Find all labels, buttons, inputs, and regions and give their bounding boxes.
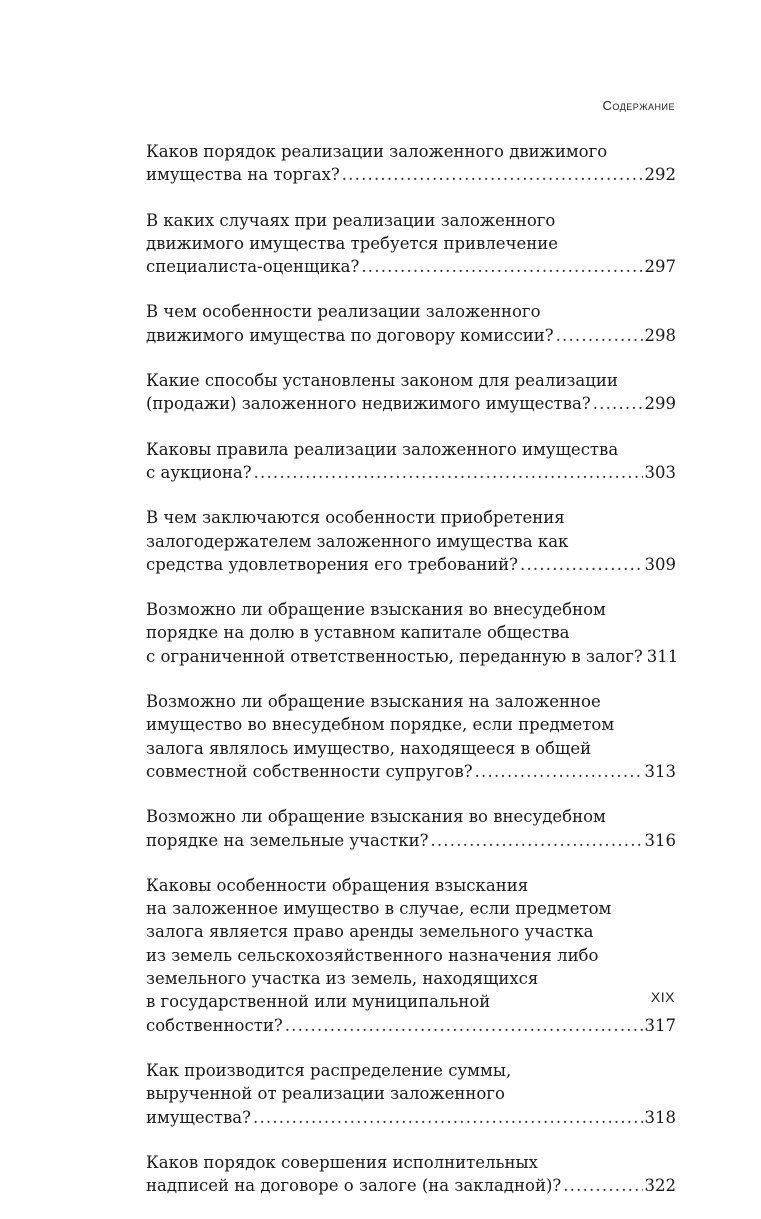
toc-entry-line: порядке на земельные участки? bbox=[146, 830, 429, 850]
toc-entry-last-line bbox=[146, 1174, 676, 1197]
toc-entry-line: порядке на долю в уставном капитале общества bbox=[146, 623, 570, 643]
toc-entry bbox=[146, 874, 676, 1037]
toc-entry-line: собственности? bbox=[146, 1015, 283, 1035]
toc-entry-page: 299 bbox=[644, 394, 676, 414]
toc-entry-line: земельного участка из земель, находящихся bbox=[146, 969, 539, 989]
toc-entry-page: 316 bbox=[644, 830, 676, 850]
toc-entry bbox=[146, 140, 676, 187]
dot-leader bbox=[593, 392, 643, 415]
table-of-contents bbox=[146, 140, 679, 1219]
dot-leader bbox=[475, 760, 643, 783]
toc-entry bbox=[146, 506, 676, 576]
toc-entry-page: 317 bbox=[644, 1015, 676, 1035]
toc-entry-line: с аукциона? bbox=[146, 462, 252, 482]
toc-entry bbox=[146, 369, 676, 416]
toc-entry-line: залога являлось имущество, находящееся в общей bbox=[146, 738, 592, 758]
toc-entry-line: В чем особенности реализации заложенного bbox=[146, 302, 541, 322]
dot-leader bbox=[285, 1014, 643, 1037]
toc-entry-line: средства удовлетворения его требований? bbox=[146, 554, 519, 574]
toc-entry-line: движимого имущества по договору комиссии? bbox=[146, 325, 554, 345]
dot-leader bbox=[361, 255, 642, 278]
dot-leader bbox=[556, 324, 643, 347]
toc-entry-line: движимого имущества требуется привлечение bbox=[146, 233, 559, 253]
toc-entry-line: имущества на торгах? bbox=[146, 165, 340, 185]
toc-entry bbox=[146, 598, 679, 668]
toc-entry-line: надписей на договоре о залоге (на закладной)? bbox=[146, 1176, 562, 1196]
toc-entry-line: имущества? bbox=[146, 1107, 251, 1127]
toc-entry bbox=[146, 690, 676, 783]
toc-entry-page: 313 bbox=[644, 761, 676, 781]
toc-entry-last-line bbox=[146, 392, 676, 415]
toc-entry-line: Каков порядок реализации заложенного движимого bbox=[146, 142, 608, 161]
dot-leader bbox=[563, 1174, 642, 1197]
toc-entry-page: 318 bbox=[644, 1107, 676, 1127]
toc-entry-page: 322 bbox=[644, 1176, 676, 1196]
toc-entry-line: Каковы правила реализации заложенного имущества bbox=[146, 439, 619, 459]
toc-entry-last-line bbox=[146, 255, 676, 278]
toc-entry-line: имущество во внесудебном порядке, если предметом bbox=[146, 715, 615, 735]
toc-entry-page: 298 bbox=[644, 325, 676, 345]
toc-entry-line: Каковы особенности обращения взыскания bbox=[146, 875, 529, 895]
toc-entry bbox=[146, 805, 676, 852]
toc-entry-last-line bbox=[146, 760, 676, 783]
toc-entry-line: Возможно ли обращение взыскания на заложенное bbox=[146, 692, 601, 712]
dot-leader bbox=[430, 829, 642, 852]
toc-entry-line: Как производится распределение суммы, bbox=[146, 1060, 512, 1080]
toc-entry-last-line bbox=[146, 645, 679, 668]
dot-leader bbox=[254, 461, 643, 484]
toc-entry-line: в государственной или муниципальной bbox=[146, 992, 491, 1012]
toc-entry-line: Какие способы установлены законом для реализации bbox=[146, 371, 618, 391]
toc-entry-line: залогодержателем заложенного имущества как bbox=[146, 531, 569, 551]
toc-entry-line: на заложенное имущество в случае, если предметом bbox=[146, 899, 612, 919]
running-header-text: Содержание bbox=[602, 98, 675, 113]
toc-entry-last-line bbox=[146, 461, 676, 484]
dot-leader bbox=[253, 1106, 643, 1129]
toc-entry-page: 292 bbox=[644, 165, 676, 185]
toc-entry-line: (продажи) заложенного недвижимого имущества? bbox=[146, 394, 591, 414]
toc-entry-line: В чем заключаются особенности приобретения bbox=[146, 508, 565, 528]
toc-entry bbox=[146, 300, 676, 347]
toc-entry-page: 303 bbox=[644, 462, 676, 482]
toc-entry-last-line bbox=[146, 829, 676, 852]
toc-entry bbox=[146, 438, 676, 485]
toc-entry-last-line bbox=[146, 324, 676, 347]
toc-entry bbox=[146, 209, 676, 279]
dot-leader bbox=[342, 163, 643, 186]
toc-entry bbox=[146, 1059, 676, 1129]
toc-entry-line: залога является право аренды земельного участка bbox=[146, 922, 594, 942]
toc-entry-page: 309 bbox=[644, 554, 676, 574]
toc-entry-last-line bbox=[146, 1106, 676, 1129]
toc-entry-page: 311 bbox=[646, 646, 679, 666]
toc-entry-line: вырученной от реализации заложенного bbox=[146, 1084, 505, 1104]
toc-entry-line: Возможно ли обращение взыскания во внесудебном bbox=[146, 807, 606, 827]
toc-entry-last-line bbox=[146, 1014, 676, 1037]
toc-entry-line: из земель сельскохозяйственного назначения либо bbox=[146, 945, 599, 965]
toc-entry-line: В каких случаях при реализации заложенного bbox=[146, 210, 556, 230]
toc-entry-line: совместной собственности супругов? bbox=[146, 761, 473, 781]
toc-entry-line: Возможно ли обращение взыскания во внесудебном bbox=[146, 600, 606, 620]
toc-entry-line: с ограниченной ответственностью, переданную в залог? bbox=[146, 646, 643, 666]
dot-leader bbox=[520, 553, 642, 576]
toc-entry-line: Каков порядок совершения исполнительных bbox=[146, 1152, 538, 1172]
toc-entry-last-line bbox=[146, 553, 676, 576]
running-header bbox=[603, 98, 675, 113]
toc-entry-page: 297 bbox=[644, 257, 676, 277]
toc-entry bbox=[146, 1151, 676, 1198]
page-number: XIX bbox=[650, 989, 675, 1005]
toc-entry-last-line bbox=[146, 163, 676, 186]
toc-entry-line: специалиста-оценщика? bbox=[146, 257, 360, 277]
